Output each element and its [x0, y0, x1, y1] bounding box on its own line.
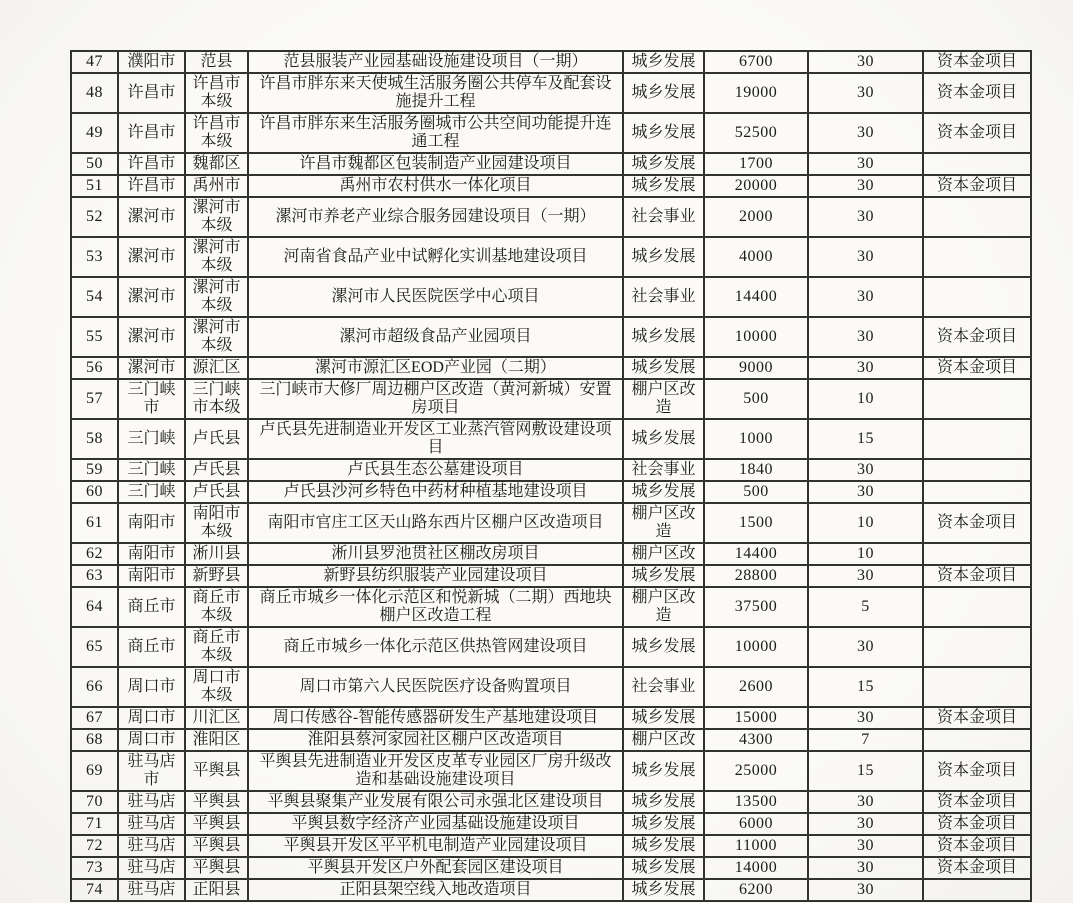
cell-district: 漯河市本级 [185, 197, 248, 237]
cell-project: 淅川县罗池贯社区棚改房项目 [248, 543, 623, 565]
table-row [71, 379, 1031, 419]
cell-term: 30 [808, 707, 923, 729]
cell-no: 51 [71, 175, 118, 197]
cell-no: 64 [71, 587, 118, 627]
cell-project: 范县服装产业园基础设施建设项目（一期） [248, 51, 623, 73]
cell-no: 66 [71, 667, 118, 707]
cell-project: 卢氏县沙河乡特色中药材种植基地建设项目 [248, 481, 623, 503]
table-row [71, 667, 1031, 707]
cell-term: 30 [808, 317, 923, 357]
cell-amount: 10000 [704, 627, 808, 667]
cell-district: 平舆县 [185, 751, 248, 791]
cell-category: 城乡发展 [623, 357, 704, 379]
cell-category: 城乡发展 [623, 419, 704, 459]
cell-district: 卢氏县 [185, 481, 248, 503]
cell-no: 55 [71, 317, 118, 357]
cell-district: 漯河市本级 [185, 237, 248, 277]
cell-district: 漯河市本级 [185, 277, 248, 317]
cell-no: 56 [71, 357, 118, 379]
cell-note [923, 153, 1031, 175]
cell-note [923, 419, 1031, 459]
cell-note [923, 667, 1031, 707]
cell-note: 资本金项目 [923, 791, 1031, 813]
cell-category: 城乡发展 [623, 857, 704, 879]
cell-district: 三门峡市本级 [185, 379, 248, 419]
cell-term: 30 [808, 813, 923, 835]
cell-district: 源汇区 [185, 357, 248, 379]
cell-category: 城乡发展 [623, 565, 704, 587]
cell-category: 城乡发展 [623, 707, 704, 729]
table-row [71, 627, 1031, 667]
cell-amount: 11000 [704, 835, 808, 857]
cell-category: 城乡发展 [623, 175, 704, 197]
cell-no: 72 [71, 835, 118, 857]
cell-note [923, 459, 1031, 481]
cell-term: 15 [808, 667, 923, 707]
cell-term: 30 [808, 879, 923, 901]
cell-category: 城乡发展 [623, 113, 704, 153]
cell-category: 棚户区改造 [623, 503, 704, 543]
cell-term: 30 [808, 857, 923, 879]
cell-note [923, 197, 1031, 237]
cell-category: 城乡发展 [623, 317, 704, 357]
cell-city: 漯河市 [118, 237, 185, 277]
table-row [71, 113, 1031, 153]
cell-term: 30 [808, 175, 923, 197]
cell-no: 53 [71, 237, 118, 277]
cell-city: 南阳市 [118, 543, 185, 565]
cell-district: 周口市本级 [185, 667, 248, 707]
cell-note: 资本金项目 [923, 175, 1031, 197]
cell-note [923, 587, 1031, 627]
cell-no: 69 [71, 751, 118, 791]
table-row [71, 277, 1031, 317]
cell-category: 棚户区改造 [623, 379, 704, 419]
cell-category: 棚户区改 [623, 729, 704, 751]
cell-city: 三门峡 [118, 481, 185, 503]
table-row [71, 51, 1031, 73]
cell-no: 71 [71, 813, 118, 835]
cell-note: 资本金项目 [923, 357, 1031, 379]
cell-project: 许昌市魏都区包装制造产业园建设项目 [248, 153, 623, 175]
cell-city: 三门峡 [118, 419, 185, 459]
cell-term: 15 [808, 751, 923, 791]
cell-no: 50 [71, 153, 118, 175]
cell-amount: 19000 [704, 73, 808, 113]
project-table [70, 50, 1032, 902]
cell-amount: 52500 [704, 113, 808, 153]
table-body [71, 51, 1031, 901]
cell-city: 许昌市 [118, 175, 185, 197]
table-row [71, 197, 1031, 237]
cell-note: 资本金项目 [923, 751, 1031, 791]
cell-term: 30 [808, 627, 923, 667]
cell-city: 漯河市 [118, 357, 185, 379]
cell-no: 58 [71, 419, 118, 459]
cell-note: 资本金项目 [923, 503, 1031, 543]
cell-city: 周口市 [118, 667, 185, 707]
cell-no: 47 [71, 51, 118, 73]
table-row [71, 503, 1031, 543]
cell-no: 57 [71, 379, 118, 419]
table-row [71, 565, 1031, 587]
cell-amount: 500 [704, 481, 808, 503]
cell-note: 资本金项目 [923, 835, 1031, 857]
cell-project: 河南省食品产业中试孵化实训基地建设项目 [248, 237, 623, 277]
cell-city: 周口市 [118, 707, 185, 729]
cell-no: 59 [71, 459, 118, 481]
cell-term: 30 [808, 153, 923, 175]
cell-district: 淅川县 [185, 543, 248, 565]
cell-category: 城乡发展 [623, 791, 704, 813]
cell-project: 南阳市官庄工区天山路东西片区棚户区改造项目 [248, 503, 623, 543]
cell-amount: 37500 [704, 587, 808, 627]
cell-district: 商丘市本级 [185, 627, 248, 667]
cell-amount: 14400 [704, 543, 808, 565]
cell-term: 30 [808, 459, 923, 481]
cell-amount: 4300 [704, 729, 808, 751]
cell-district: 卢氏县 [185, 419, 248, 459]
table-row [71, 587, 1031, 627]
cell-amount: 9000 [704, 357, 808, 379]
cell-district: 川汇区 [185, 707, 248, 729]
cell-district: 淮阳区 [185, 729, 248, 751]
table-row [71, 707, 1031, 729]
cell-amount: 10000 [704, 317, 808, 357]
cell-amount: 6000 [704, 813, 808, 835]
cell-city: 三门峡市 [118, 379, 185, 419]
table-row [71, 813, 1031, 835]
cell-city: 漯河市 [118, 277, 185, 317]
cell-amount: 14400 [704, 277, 808, 317]
cell-term: 30 [808, 481, 923, 503]
cell-district: 许昌市本级 [185, 113, 248, 153]
cell-category: 城乡发展 [623, 481, 704, 503]
cell-category: 城乡发展 [623, 835, 704, 857]
cell-term: 30 [808, 113, 923, 153]
cell-term: 30 [808, 73, 923, 113]
cell-city: 许昌市 [118, 73, 185, 113]
cell-note [923, 237, 1031, 277]
cell-city: 驻马店 [118, 813, 185, 835]
cell-city: 驻马店市 [118, 751, 185, 791]
cell-district: 许昌市本级 [185, 73, 248, 113]
cell-project: 许昌市胖东来天使城生活服务圈公共停车及配套设施提升工程 [248, 73, 623, 113]
cell-city: 驻马店 [118, 879, 185, 901]
cell-district: 平舆县 [185, 791, 248, 813]
cell-amount: 13500 [704, 791, 808, 813]
cell-no: 65 [71, 627, 118, 667]
cell-project: 周口传感谷-智能传感器研发生产基地建设项目 [248, 707, 623, 729]
cell-note [923, 481, 1031, 503]
table-row [71, 879, 1031, 901]
cell-no: 62 [71, 543, 118, 565]
cell-city: 商丘市 [118, 627, 185, 667]
cell-district: 正阳县 [185, 879, 248, 901]
cell-category: 城乡发展 [623, 879, 704, 901]
cell-project: 淮阳县蔡河家园社区棚户区改造项目 [248, 729, 623, 751]
table-row [71, 835, 1031, 857]
cell-city: 漯河市 [118, 197, 185, 237]
cell-amount: 2000 [704, 197, 808, 237]
cell-category: 城乡发展 [623, 237, 704, 277]
cell-district: 禹州市 [185, 175, 248, 197]
cell-district: 平舆县 [185, 857, 248, 879]
cell-project: 正阳县架空线入地改造项目 [248, 879, 623, 901]
cell-no: 54 [71, 277, 118, 317]
table-row [71, 153, 1031, 175]
cell-project: 平舆县数字经济产业园基础设施建设项目 [248, 813, 623, 835]
cell-category: 社会事业 [623, 277, 704, 317]
cell-project: 周口市第六人民医院医疗设备购置项目 [248, 667, 623, 707]
cell-district: 商丘市本级 [185, 587, 248, 627]
cell-project: 漯河市源汇区EOD产业园（二期） [248, 357, 623, 379]
cell-project: 平舆县开发区平平机电制造产业园建设项目 [248, 835, 623, 857]
cell-amount: 20000 [704, 175, 808, 197]
cell-no: 52 [71, 197, 118, 237]
cell-city: 濮阳市 [118, 51, 185, 73]
cell-note: 资本金项目 [923, 51, 1031, 73]
cell-amount: 25000 [704, 751, 808, 791]
cell-amount: 1000 [704, 419, 808, 459]
table-row [71, 857, 1031, 879]
cell-category: 社会事业 [623, 459, 704, 481]
cell-term: 7 [808, 729, 923, 751]
cell-category: 社会事业 [623, 197, 704, 237]
cell-no: 73 [71, 857, 118, 879]
cell-term: 30 [808, 197, 923, 237]
cell-no: 49 [71, 113, 118, 153]
cell-project: 平舆县聚集产业发展有限公司永强北区建设项目 [248, 791, 623, 813]
cell-term: 10 [808, 503, 923, 543]
cell-city: 南阳市 [118, 503, 185, 543]
cell-term: 30 [808, 835, 923, 857]
cell-amount: 2600 [704, 667, 808, 707]
cell-term: 5 [808, 587, 923, 627]
cell-amount: 15000 [704, 707, 808, 729]
cell-project: 商丘市城乡一体化示范区和悦新城（二期）西地块棚户区改造工程 [248, 587, 623, 627]
cell-category: 城乡发展 [623, 51, 704, 73]
cell-category: 棚户区改造 [623, 587, 704, 627]
table-row [71, 729, 1031, 751]
cell-city: 许昌市 [118, 113, 185, 153]
cell-note [923, 379, 1031, 419]
cell-no: 60 [71, 481, 118, 503]
cell-district: 平舆县 [185, 813, 248, 835]
cell-amount: 6700 [704, 51, 808, 73]
cell-category: 城乡发展 [623, 73, 704, 113]
cell-project: 漯河市人民医院医学中心项目 [248, 277, 623, 317]
cell-no: 70 [71, 791, 118, 813]
cell-no: 63 [71, 565, 118, 587]
cell-amount: 1700 [704, 153, 808, 175]
cell-term: 30 [808, 277, 923, 317]
cell-note [923, 543, 1031, 565]
cell-amount: 1500 [704, 503, 808, 543]
table-row [71, 543, 1031, 565]
cell-note: 资本金项目 [923, 707, 1031, 729]
cell-term: 15 [808, 419, 923, 459]
cell-note: 资本金项目 [923, 565, 1031, 587]
cell-term: 10 [808, 543, 923, 565]
cell-project: 禹州市农村供水一体化项目 [248, 175, 623, 197]
cell-district: 南阳市本级 [185, 503, 248, 543]
cell-no: 61 [71, 503, 118, 543]
cell-district: 新野县 [185, 565, 248, 587]
table-row [71, 175, 1031, 197]
cell-term: 30 [808, 51, 923, 73]
cell-term: 30 [808, 357, 923, 379]
cell-term: 30 [808, 791, 923, 813]
cell-project: 三门峡市大修厂周边棚户区改造（黄河新城）安置房项目 [248, 379, 623, 419]
cell-amount: 1840 [704, 459, 808, 481]
cell-category: 社会事业 [623, 667, 704, 707]
cell-district: 范县 [185, 51, 248, 73]
cell-amount: 28800 [704, 565, 808, 587]
cell-note: 资本金项目 [923, 857, 1031, 879]
cell-note [923, 277, 1031, 317]
cell-note: 资本金项目 [923, 317, 1031, 357]
cell-city: 许昌市 [118, 153, 185, 175]
cell-note: 资本金项目 [923, 73, 1031, 113]
cell-project: 卢氏县生态公墓建设项目 [248, 459, 623, 481]
cell-category: 棚户区改 [623, 543, 704, 565]
cell-city: 周口市 [118, 729, 185, 751]
table-row [71, 419, 1031, 459]
cell-project: 平舆县开发区户外配套园区建设项目 [248, 857, 623, 879]
table-row [71, 357, 1031, 379]
cell-district: 卢氏县 [185, 459, 248, 481]
cell-city: 漯河市 [118, 317, 185, 357]
cell-note [923, 729, 1031, 751]
cell-no: 68 [71, 729, 118, 751]
cell-note: 资本金项目 [923, 813, 1031, 835]
cell-project: 平舆县先进制造业开发区皮革专业园区厂房升级改造和基础设施建设项目 [248, 751, 623, 791]
table-row [71, 751, 1031, 791]
table-row [71, 73, 1031, 113]
cell-category: 城乡发展 [623, 751, 704, 791]
table-row [71, 481, 1031, 503]
cell-city: 驻马店 [118, 791, 185, 813]
table-row [71, 237, 1031, 277]
cell-note [923, 879, 1031, 901]
cell-note: 资本金项目 [923, 113, 1031, 153]
cell-term: 30 [808, 237, 923, 277]
cell-project: 商丘市城乡一体化示范区供热管网建设项目 [248, 627, 623, 667]
cell-no: 74 [71, 879, 118, 901]
cell-amount: 14000 [704, 857, 808, 879]
cell-amount: 6200 [704, 879, 808, 901]
cell-city: 三门峡 [118, 459, 185, 481]
table-row [71, 317, 1031, 357]
cell-project: 漯河市超级食品产业园项目 [248, 317, 623, 357]
cell-city: 驻马店 [118, 835, 185, 857]
cell-note [923, 627, 1031, 667]
cell-no: 48 [71, 73, 118, 113]
cell-project: 漯河市养老产业综合服务园建设项目（一期） [248, 197, 623, 237]
cell-project: 许昌市胖东来生活服务圈城市公共空间功能提升连通工程 [248, 113, 623, 153]
cell-no: 67 [71, 707, 118, 729]
cell-category: 城乡发展 [623, 153, 704, 175]
cell-project: 卢氏县先进制造业开发区工业蒸汽管网敷设建设项目 [248, 419, 623, 459]
cell-city: 南阳市 [118, 565, 185, 587]
cell-city: 商丘市 [118, 587, 185, 627]
cell-amount: 500 [704, 379, 808, 419]
cell-term: 30 [808, 565, 923, 587]
cell-district: 漯河市本级 [185, 317, 248, 357]
cell-city: 驻马店 [118, 857, 185, 879]
table-row [71, 459, 1031, 481]
cell-category: 城乡发展 [623, 813, 704, 835]
cell-amount: 4000 [704, 237, 808, 277]
cell-category: 城乡发展 [623, 627, 704, 667]
cell-district: 平舆县 [185, 835, 248, 857]
cell-project: 新野县纺织服装产业园建设项目 [248, 565, 623, 587]
table-row [71, 791, 1031, 813]
cell-district: 魏都区 [185, 153, 248, 175]
cell-term: 10 [808, 379, 923, 419]
